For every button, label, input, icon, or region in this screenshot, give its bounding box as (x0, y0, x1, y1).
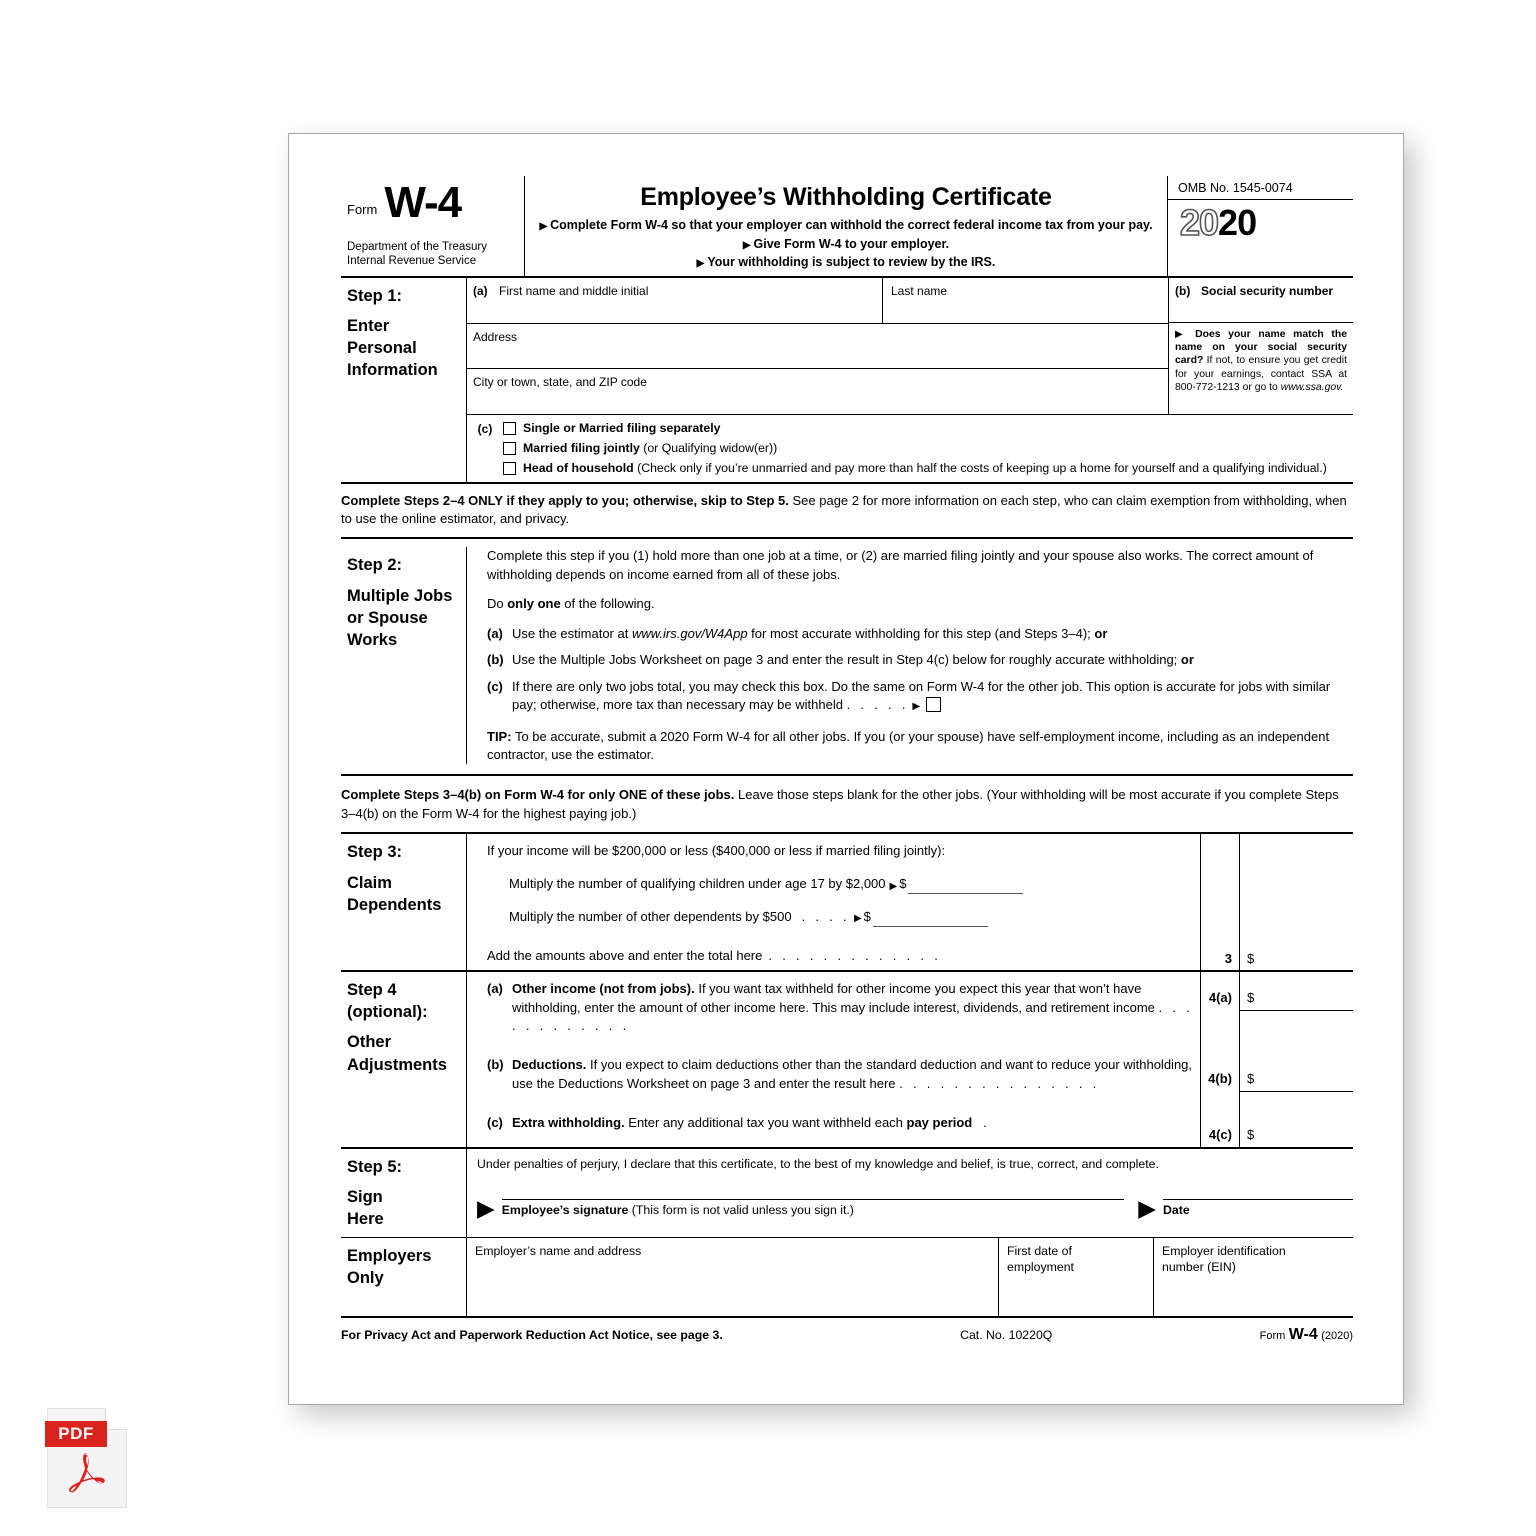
first-name-label: First name and middle initial (499, 283, 649, 298)
instruction-bullet-3: ▶ Your withholding is subject to review by the IRS. (533, 253, 1159, 272)
form-title-block (524, 176, 1168, 276)
w4-form (341, 176, 1353, 1344)
dollar-sign-4b[interactable]: $ (1247, 1070, 1255, 1086)
field-a-tag: (a) (473, 283, 488, 298)
page-title: Employee’s Withholding Certificate (640, 183, 1052, 211)
step-1-fields (466, 278, 1353, 482)
pdf-label-banner (45, 1421, 107, 1447)
notice-rest: See page 2 for more information on each step, who can claim exemption from withholding, when to use the online estimator, and privacy. (341, 492, 1347, 526)
triangle-icon (1175, 329, 1187, 340)
w4app-url: www.irs.gov/W4App (631, 625, 748, 641)
step-3-line-number-column (1200, 834, 1240, 969)
agency-line-1: Department of the Treasury (347, 240, 487, 253)
instruction-bullet-2: ▶ Give Form W-4 to your employer. (533, 235, 1159, 254)
form-masthead (341, 176, 1353, 278)
line-number-4b: 4(b) (1208, 1070, 1232, 1086)
onejob-bold: Complete Steps 3–4(b) on Form W-4 for only ONE of these jobs. (341, 787, 735, 803)
perjury-declaration: Under penalties of perjury, I declare that this certificate, to the best of my knowledge and belief, is true, correct, and complete. (477, 1156, 1159, 1171)
checkbox-head-of-household[interactable] (503, 462, 516, 475)
step-3-heading (341, 834, 466, 969)
ssn-note-bold: Does your name match the name on your social security card? (1175, 328, 1347, 367)
city-state-zip-label: City or town, state, and ZIP code (473, 374, 647, 389)
employer-ein-field[interactable]: Employer identification number (EIN) (1153, 1238, 1353, 1316)
catalog-number: Cat. No. 10220Q (960, 1327, 1053, 1342)
step-4-line-number-column (1200, 972, 1240, 1147)
step-2-tip (487, 728, 1353, 765)
other-dependents-amount-input[interactable] (873, 911, 988, 927)
step-2-subtitle: Multiple Jobs or Spouse Works (347, 586, 453, 650)
privacy-act-notice: For Privacy Act and Paperwork Reduction Act Notice, see page 3. (341, 1327, 723, 1342)
amount-rule-4a (1240, 1010, 1353, 1011)
form-instruction-bullets (533, 216, 1159, 272)
step-2-body (466, 547, 1353, 764)
step-4-body (466, 972, 1200, 1147)
omb-number: OMB No. 1545-0074 (1168, 176, 1353, 200)
acrobat-logo-icon (61, 1448, 113, 1500)
step-2-option-c: (c) If there are only two jobs total, you may check this box. Do the same on Form W-4 for the other job. This option is accurate for jobs with similar pay; otherwise, more tax than necessary may be withheld . . . . . ▶ (487, 678, 1353, 715)
step-2-heading (341, 547, 466, 764)
last-name-label: Last name (891, 283, 948, 298)
employee-signature-field[interactable]: Employee’s signature (This form is not valid unless you sign it.) (502, 1199, 1125, 1217)
step-4-item-a: (a) Other income (not from jobs). If you want tax withheld for other income you expect this year that won’t have withholding, enter the amount of other income here. This may include interest, dividends, and retirement income . . . . . . . . . . . . (487, 980, 1194, 1034)
field-b-tag: (b) (1175, 283, 1191, 298)
dollar-sign: $ (1247, 950, 1255, 966)
ssn-name-match-note (1169, 323, 1353, 399)
field-c-tag: (c) (477, 421, 493, 436)
filing-status-option-head-of-household[interactable]: Head of household (Check only if you’re unmarried and pay more than half the costs of keeping up a home for yourself and a qualifying individual.) (503, 461, 1353, 475)
step-4-item-c: (c) Extra withholding. Enter any additional tax you want withheld each pay period . (487, 1114, 991, 1130)
step-3-title: Step 3: (347, 843, 403, 862)
ssn-label: Social security number (1201, 283, 1334, 298)
onejob-rest: Leave those steps blank for the other jobs. (Your withholding will be most accurate if you complete Steps 3–4(b) on the Form W-4 for the highest paying job.) (341, 787, 1339, 821)
last-name-field[interactable] (883, 278, 1168, 323)
line-number-4c: 4(c) (1208, 1126, 1232, 1142)
checkbox-single[interactable] (503, 422, 516, 435)
triangle-icon (854, 912, 862, 927)
pdf-file-icon[interactable] (47, 1408, 127, 1508)
form-identity (341, 176, 524, 276)
step-4-amount-column (1240, 972, 1353, 1147)
form-footer (341, 1318, 1353, 1344)
notice-bold: Complete Steps 2–4 ONLY if they apply to you; otherwise, skip to Step 5. (341, 492, 789, 508)
address-field[interactable] (467, 324, 1168, 369)
form-word-label: Form (347, 201, 378, 217)
address-label: Address (473, 329, 518, 344)
tip-text: To be accurate, submit a 2020 Form W-4 for all other jobs. If you (or your spouse) have self-employment income, including as an independent contractor, use the estimator. (487, 728, 1330, 763)
steps-3-4b-notice (341, 776, 1353, 834)
step-3-qualifying-children-row: Multiply the number of qualifying children under age 17 by $2,000 ▶ $ (509, 875, 1200, 894)
ssn-column (1168, 278, 1353, 414)
step-3-total-row: Add the amounts above and enter the total here . . . . . . . . . . . . . (487, 947, 942, 963)
step-2-option-b: (b) Use the Multiple Jobs Worksheet on page 3 and enter the result in Step 4(c) below for roughly accurate withholding; or (487, 652, 1194, 668)
city-state-zip-field[interactable] (467, 369, 1168, 414)
amount-rule-4b (1240, 1091, 1353, 1092)
step-1-heading (341, 278, 466, 482)
employer-name-address-field[interactable]: Employer’s name and address (466, 1238, 998, 1316)
tax-year-first-half: 20 (1180, 201, 1219, 243)
ssn-note-rest: If not, to ensure you get credit for your earnings, contact SSA at 800-772-1213 or go to (1175, 355, 1347, 393)
filing-status-option-married-jointly[interactable]: Married filing jointly (or Qualifying widow(er)) (503, 441, 1353, 455)
document-page (288, 133, 1404, 1405)
step-2-intro: Complete this step if you (1) hold more than one job at a time, or (2) are married filing jointly and your spouse also works. The correct amount of withholding depends on income earned from all of these jobs. (487, 548, 1314, 582)
tax-year (1168, 200, 1353, 244)
checkbox-married-jointly[interactable] (503, 442, 516, 455)
step-2-do-only-one: Do only one of the following. (487, 596, 655, 612)
employers-only-section (341, 1238, 1353, 1318)
tax-year-second-half: 20 (1218, 201, 1257, 243)
signature-date-field[interactable] (1163, 1199, 1353, 1217)
instruction-bullet-1: ▶ Complete Form W-4 so that your employer can withhold the correct federal income tax from your pay. (533, 216, 1159, 235)
step-1-title: Step 1: (347, 286, 403, 305)
triangle-icon (539, 221, 547, 232)
step-4-title: Step 4 (347, 980, 397, 999)
qualifying-children-amount-input[interactable] (908, 878, 1023, 894)
step-3-amount-field[interactable] (1240, 834, 1353, 969)
step-4-title-optional: (optional): (347, 1003, 428, 1022)
footer-form-id: Form W-4 (2020) (1259, 1325, 1353, 1343)
step-2-option-a: (a) Use the estimator at www.irs.gov/W4App for most accurate withholding for this step (and Steps 3–4); or (487, 625, 1108, 641)
name-address-fields (467, 278, 1168, 414)
step-1-section (341, 278, 1353, 484)
form-number: W-4 (384, 178, 462, 227)
step-5-subtitle: Sign Here (347, 1188, 384, 1229)
step-3-subtitle: Claim Dependents (347, 873, 442, 914)
triangle-icon (912, 701, 920, 712)
step-3-body (466, 834, 1200, 969)
date-rule (1163, 1199, 1353, 1200)
pdf-corner-fold (105, 1408, 127, 1430)
step-4-subtitle: Other Adjustments (347, 1033, 447, 1074)
checkbox-two-jobs-total[interactable] (926, 697, 941, 712)
dollar-sign-4a[interactable]: $ (1247, 989, 1255, 1005)
line-number-3: 3 (1224, 950, 1232, 966)
step-4-item-b: (b) Deductions. If you expect to claim deductions other than the standard deduction and want to reduce your withholding, use the Deductions Worksheet on page 3 and enter the result here . . . . . . . . . . . . . . . (487, 1057, 1193, 1092)
step-3-income-threshold: If your income will be $200,000 or less ($400,000 or less if married filing jointly): (487, 843, 946, 859)
triangle-icon (743, 240, 751, 251)
step-1-subtitle: Enter Personal Information (347, 316, 438, 380)
step-4-section (341, 972, 1353, 1149)
ssa-website: www.ssa.gov. (1280, 381, 1344, 393)
date-label: Date (1163, 1202, 1190, 1217)
dollar-sign-4c[interactable]: $ (1247, 1126, 1255, 1142)
triangle-icon (1138, 1200, 1156, 1217)
filing-status-option-single[interactable]: Single or Married filing separately (503, 421, 1353, 435)
tip-label: TIP: (487, 728, 512, 744)
step-2-section (341, 539, 1353, 776)
first-date-of-employment-field[interactable]: First date of employment (998, 1238, 1153, 1316)
step-5-section (341, 1149, 1353, 1238)
signature-rule (502, 1199, 1125, 1200)
filing-status-block (467, 414, 1353, 482)
first-name-field[interactable] (467, 278, 883, 323)
step-3-section (341, 834, 1353, 971)
pdf-label-text: PDF (58, 1424, 94, 1443)
step-2-title: Step 2: (347, 556, 403, 575)
omb-year-block (1168, 176, 1353, 276)
ssn-field[interactable] (1169, 278, 1353, 323)
step-5-heading (341, 1149, 466, 1237)
step-4-heading (341, 972, 466, 1147)
triangle-icon (477, 1200, 495, 1217)
triangle-icon (697, 258, 705, 269)
steps-2-4-notice (341, 484, 1353, 540)
line-number-4a: 4(a) (1208, 989, 1232, 1005)
agency-block (347, 240, 524, 268)
employers-only-heading: Employers Only (347, 1246, 432, 1287)
step-5-body (466, 1149, 1353, 1237)
agency-line-2: Internal Revenue Service (347, 254, 477, 267)
step-5-title: Step 5: (347, 1157, 403, 1176)
triangle-icon (890, 880, 898, 895)
step-3-other-dependents-row: Multiply the number of other dependents by $500 . . . . ▶ $ (509, 908, 1200, 927)
